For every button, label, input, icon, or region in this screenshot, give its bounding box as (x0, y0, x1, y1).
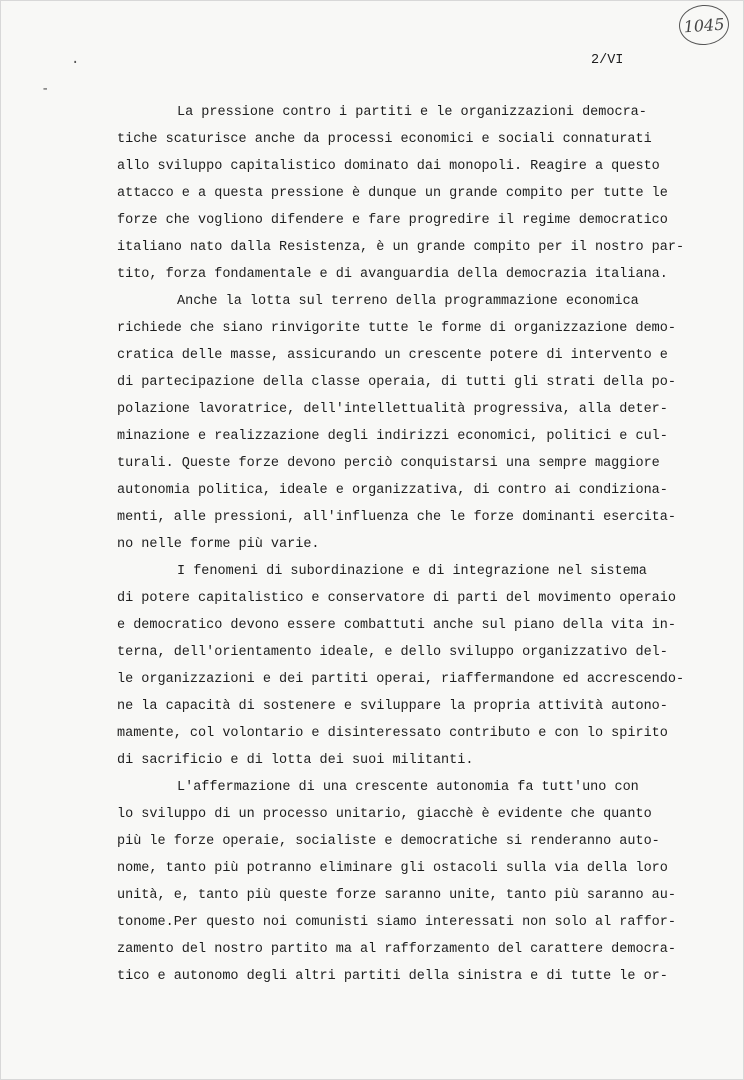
margin-dot-mark: . (71, 51, 80, 67)
page-number: 2/VI (591, 53, 624, 68)
text-line: tonome.Per questo noi comunisti siamo interessati non solo al raffor- (117, 915, 676, 930)
text-line: italiano nato dalla Resistenza, è un grande compito per il nostro par- (117, 240, 685, 255)
margin-dash-mark: - (41, 81, 50, 97)
text-line: lo sviluppo di un processo unitario, giacchè è evidente che quanto (117, 807, 652, 822)
paragraph-2 (117, 288, 707, 558)
text-line: La pressione contro i partiti e le organizzazioni democra- (177, 105, 647, 120)
text-line: di partecipazione della classe operaia, di tutti gli strati della po- (117, 375, 676, 390)
text-line: L'affermazione di una crescente autonomia fa tutt'uno con (177, 780, 639, 795)
text-line: autonomia politica, ideale e organizzativa, di contro ai condiziona- (117, 483, 668, 498)
text-line: richiede che siano rinvigorite tutte le forme di organizzazione demo- (117, 321, 676, 336)
text-line: tito, forza fondamentale e di avanguardia della democrazia italiana. (117, 267, 668, 282)
paragraph-4 (117, 774, 707, 990)
text-line: unità, e, tanto più queste forze saranno unite, tanto più saranno au- (117, 888, 676, 903)
text-line: tico e autonomo degli altri partiti della sinistra e di tutte le or- (117, 969, 668, 984)
text-line: mamente, col volontario e disinteressato contributo e con lo spirito (117, 726, 668, 741)
paragraph-1 (117, 99, 707, 288)
text-line: polazione lavoratrice, dell'intellettualità progressiva, alla deter- (117, 402, 668, 417)
text-line: turali. Queste forze devono perciò conquistarsi una sempre maggiore (117, 456, 660, 471)
text-line: I fenomeni di subordinazione e di integrazione nel sistema (177, 564, 647, 579)
text-line: menti, alle pressioni, all'influenza che le forze dominanti esercita- (117, 510, 676, 525)
text-line: nome, tanto più potranno eliminare gli ostacoli sulla via della loro (117, 861, 668, 876)
text-line: attacco e a questa pressione è dunque un grande compito per tutte le (117, 186, 668, 201)
text-line: di sacrificio e di lotta dei suoi militanti. (117, 753, 474, 768)
archive-stamp: 1045 (678, 3, 731, 46)
body-text (117, 99, 707, 990)
text-line: terna, dell'orientamento ideale, e dello sviluppo organizzativo del- (117, 645, 668, 660)
paragraph-3 (117, 558, 707, 774)
text-line: più le forze operaie, socialiste e democratiche si renderanno auto- (117, 834, 660, 849)
text-line: di potere capitalistico e conservatore di parti del movimento operaio (117, 591, 676, 606)
text-line: le organizzazioni e dei partiti operai, riaffermandone ed accrescendo- (117, 672, 685, 687)
text-line: Anche la lotta sul terreno della programmazione economica (177, 294, 639, 309)
text-line: no nelle forme più varie. (117, 537, 320, 552)
text-line: ne la capacità di sostenere e sviluppare la propria attività autono- (117, 699, 668, 714)
text-line: cratica delle masse, assicurando un crescente potere di intervento e (117, 348, 668, 363)
text-line: zamento del nostro partito ma al rafforzamento del carattere democra- (117, 942, 676, 957)
text-line: forze che vogliono difendere e fare progredire il regime democratico (117, 213, 668, 228)
text-line: allo sviluppo capitalistico dominato dai monopoli. Reagire a questo (117, 159, 660, 174)
text-line: e democratico devono essere combattuti anche sul piano della vita in- (117, 618, 676, 633)
text-line: tiche scaturisce anche da processi economici e sociali connaturati (117, 132, 652, 147)
text-line: minazione e realizzazione degli indirizzi economici, politici e cul- (117, 429, 668, 444)
